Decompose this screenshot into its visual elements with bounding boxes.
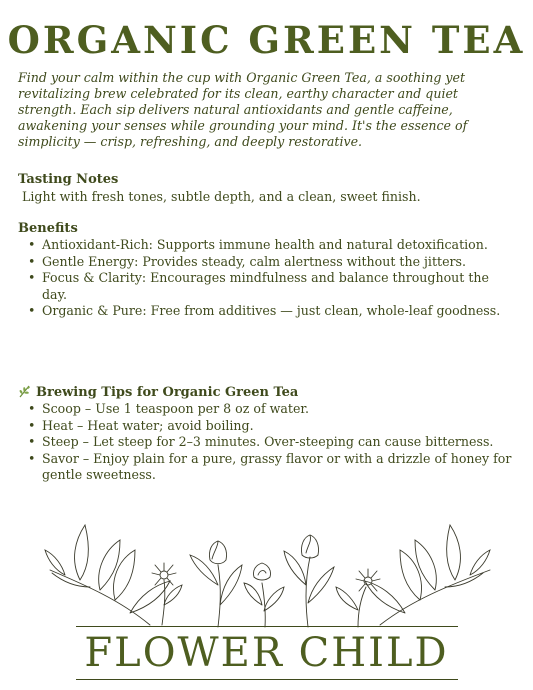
list-item: • Steep – Let steep for 2–3 minutes. Over-steeping can cause bitterness. — [26, 434, 516, 451]
list-item: • Savor – Enjoy plain for a pure, grassy flavor or with a drizzle of honey for gentle sweetness. — [26, 451, 516, 484]
list-item: • Antioxidant-Rich: Supports immune health and natural detoxification. — [26, 237, 516, 254]
list-item: • Gentle Energy: Provides steady, calm alertness without the jitters. — [26, 254, 516, 271]
divider-top — [76, 626, 458, 627]
brand-name: FLOWER CHILD — [84, 630, 449, 676]
list-item: • Organic & Pure: Free from additives — just clean, whole-leaf goodness. — [26, 303, 516, 320]
brewing-tips-heading — [18, 384, 298, 400]
herb-icon — [18, 384, 32, 398]
floral-illustration — [40, 515, 495, 630]
list-item: • Heat – Heat water; avoid boiling. — [26, 418, 516, 435]
tasting-notes-heading: Tasting Notes — [18, 172, 119, 187]
brewing-tips-label: Brewing Tips for Organic Green Tea — [36, 385, 299, 400]
benefits-list — [26, 237, 516, 320]
page-title: ORGANIC GREEN TEA — [7, 18, 526, 62]
list-item: • Scoop – Use 1 teaspoon per 8 oz of water. — [26, 401, 516, 418]
tasting-notes-text: Light with fresh tones, subtle depth, and a clean, sweet finish. — [22, 189, 421, 204]
benefits-heading: Benefits — [18, 221, 78, 236]
divider-bottom — [76, 679, 458, 680]
intro-paragraph: Find your calm within the cup with Organic Green Tea, a soothing yet revitalizing brew celebrated for its clean, earthy character and quiet strength. Each sip delivers natural antioxidants and gentle caffeine, awakening your senses while grounding your mind. It's the essence of simplicity — crisp, refreshing, and deeply restorative. — [18, 70, 468, 149]
brewing-tips-list — [26, 401, 516, 484]
list-item: • Focus & Clarity: Encourages mindfulness and balance throughout the day. — [26, 270, 516, 303]
